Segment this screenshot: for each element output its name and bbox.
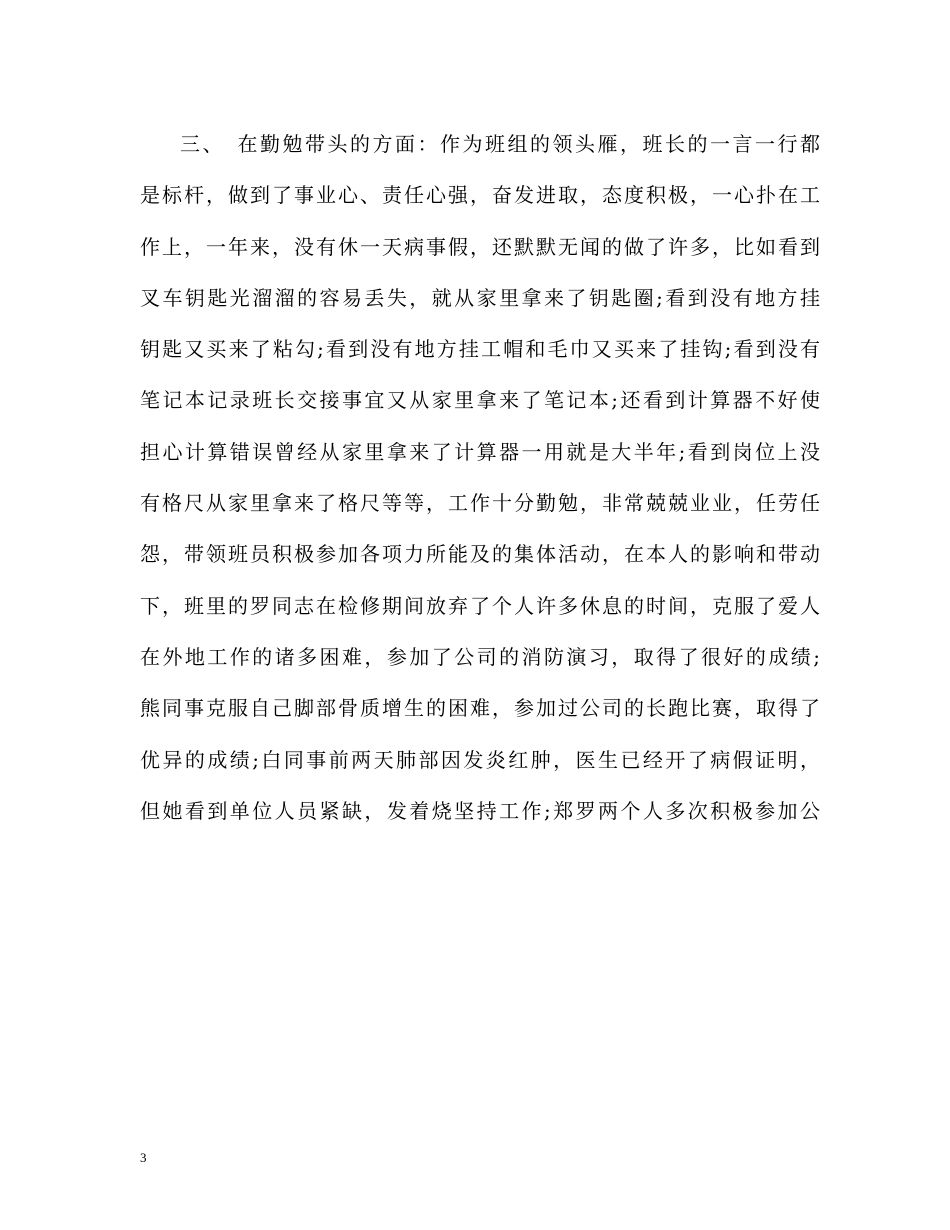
text-line: 优异的成绩;白同事前两天肺部因发炎红肿，医生已经开了病假证明， — [140, 747, 820, 772]
text-line: 钥匙又买来了粘勾;看到没有地方挂工帽和毛巾又买来了挂钩;看到没有 — [140, 337, 820, 362]
text-line: 有格尺从家里拿来了格尺等等，工作十分勤勉，非常兢兢业业，任劳任 — [140, 491, 820, 516]
text-line: 但她看到单位人员紧缺，发着烧坚持工作;郑罗两个人多次积极参加公 — [140, 798, 820, 823]
text-line: 笔记本记录班长交接事宜又从家里拿来了笔记本;还看到计算器不好使 — [140, 388, 820, 413]
text-line: 怨，带领班员积极参加各项力所能及的集体活动，在本人的影响和带动 — [140, 542, 820, 567]
text-line: 下，班里的罗同志在检修期间放弃了个人许多休息的时间，克服了爱人 — [140, 593, 820, 618]
text-line: 作上，一年来，没有休一天病事假，还默默无闻的做了许多，比如看到 — [140, 234, 820, 259]
text-line: 叉车钥匙光溜溜的容易丢失，就从家里拿来了钥匙圈;看到没有地方挂 — [140, 285, 820, 310]
text-line: 熊同事克服自己脚部骨质增生的困难，参加过公司的长跑比赛，取得了 — [140, 696, 820, 721]
text-line: 是标杆，做到了事业心、责任心强，奋发进取，态度积极，一心扑在工 — [140, 183, 820, 208]
text-line: 担心计算错误曾经从家里拿来了计算器一用就是大半年;看到岗位上没 — [140, 439, 820, 464]
body-paragraph — [140, 122, 820, 840]
page-number: 3 — [140, 1150, 147, 1165]
text-line: 在外地工作的诸多困难，参加了公司的消防演习，取得了很好的成绩; — [140, 644, 820, 669]
text-line: 三、 在勤勉带头的方面：作为班组的领头雁，班长的一言一行都 — [180, 132, 820, 156]
